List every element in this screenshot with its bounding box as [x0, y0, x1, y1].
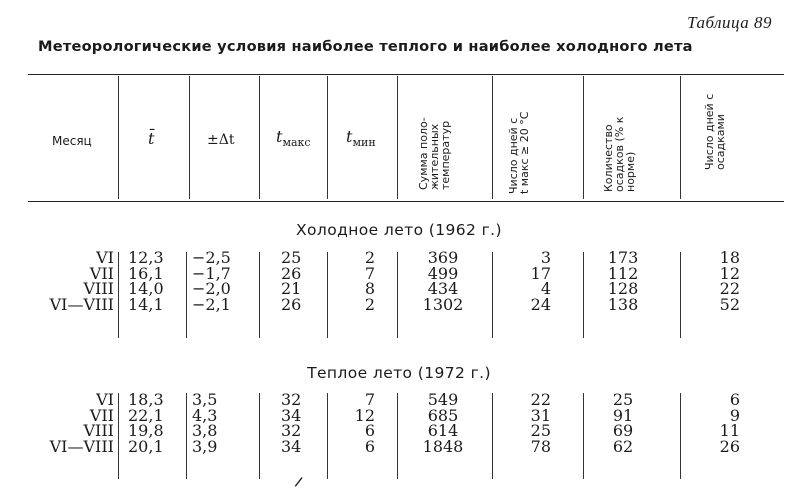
table-cell-tmax: 25 — [281, 248, 302, 267]
table-cell-d20: 22 — [530, 390, 551, 409]
table-cell-sum: 434 — [427, 279, 459, 298]
col-separator — [259, 252, 260, 338]
header-mean-temp: t̄ — [148, 129, 155, 148]
table-cell-d20: 31 — [530, 405, 551, 425]
section-label-warm: Теплое лето (1972 г.) — [307, 364, 491, 382]
col-separator — [118, 252, 119, 338]
col-separator — [189, 76, 190, 199]
col-separator — [583, 252, 584, 338]
table-cell-tmax: 26 — [281, 263, 302, 283]
col-separator — [259, 76, 260, 199]
col-separator — [327, 76, 328, 199]
table-cell-tmin: 7 — [364, 263, 375, 283]
table-cell-t: 20,1 — [128, 436, 164, 456]
table-cell-t: 14,1 — [128, 294, 164, 314]
header-top-rule — [28, 74, 784, 75]
table-cell-tmin: 7 — [364, 390, 375, 409]
col-separator — [492, 252, 493, 338]
header-days-precip: Число дней с осадками — [703, 93, 727, 170]
table-cell-month: VII — [89, 405, 114, 425]
table-cell-tmin: 6 — [364, 421, 375, 440]
col-separator — [118, 393, 119, 479]
table-cell-precip: 128 — [607, 279, 639, 298]
col-separator — [492, 76, 493, 199]
table-cell-dt: 4,3 — [192, 405, 218, 425]
table-cell-precip: 62 — [612, 436, 634, 456]
table-cell-tmin: 6 — [364, 436, 375, 456]
table-cell-tmax: 21 — [281, 279, 302, 298]
col-separator — [583, 76, 584, 199]
table-cell-dt: −2,0 — [192, 279, 231, 298]
table-cell-tmin: 12 — [354, 405, 375, 425]
col-separator — [492, 393, 493, 479]
table-cell-tmax: 32 — [281, 390, 302, 409]
table-cell-precip: 112 — [607, 263, 639, 283]
table-cell-dprec: 22 — [719, 279, 740, 298]
table-cell-dt: 3,8 — [192, 421, 218, 440]
table-cell-month: VII — [89, 263, 114, 283]
table-cell-d20: 24 — [530, 294, 551, 314]
table-cell-dprec: 26 — [719, 436, 740, 456]
header-month: Месяц — [52, 134, 92, 148]
table-cell-dprec: 18 — [719, 248, 740, 267]
table-cell-precip: 173 — [607, 248, 639, 267]
table-cell-tmin: 8 — [364, 279, 375, 298]
table-cell-t: 12,3 — [128, 248, 164, 267]
col-separator — [186, 252, 187, 338]
table-cell-month: VI — [96, 248, 114, 267]
table-cell-sum: 369 — [427, 248, 459, 267]
table-cell-dt: 3,9 — [192, 436, 218, 456]
table-cell-dprec: 6 — [729, 390, 740, 409]
table-cell-t: 14,0 — [128, 279, 164, 298]
table-number: Таблица 89 — [687, 13, 772, 32]
table-cell-sum: 549 — [427, 390, 459, 409]
col-separator — [327, 393, 328, 479]
col-separator — [680, 393, 681, 479]
header-tmax: $t_{макс}$ — [276, 127, 311, 150]
col-separator — [327, 252, 328, 338]
table-cell-tmax: 26 — [281, 294, 302, 314]
table-cell-dt: −2,1 — [192, 294, 231, 314]
table-cell-dprec: 52 — [719, 294, 740, 314]
header-bottom-rule — [28, 201, 784, 202]
table-cell-d20: 25 — [530, 421, 551, 440]
header-days-over-20: Число дней с t макс ≥ 20 °C — [507, 111, 531, 194]
col-separator — [118, 76, 119, 199]
table-cell-sum: 685 — [427, 405, 459, 425]
table-cell-dt: −1,7 — [192, 263, 231, 283]
col-separator — [583, 393, 584, 479]
table-cell-dt: 3,5 — [192, 390, 218, 409]
table-cell-d20: 4 — [540, 279, 551, 298]
col-separator — [397, 76, 398, 199]
table-cell-precip: 91 — [612, 405, 634, 425]
table-cell-dt: −2,5 — [192, 248, 231, 267]
table-cell-tmax: 34 — [281, 405, 302, 425]
table-cell-d20: 78 — [530, 436, 551, 456]
table-cell-t: 19,8 — [128, 421, 164, 440]
table-cell-sum: 614 — [427, 421, 459, 440]
table-cell-tmax: 32 — [281, 421, 302, 440]
table-cell-precip: 138 — [607, 294, 639, 314]
col-separator — [397, 252, 398, 338]
table-cell-dprec: 9 — [729, 405, 740, 425]
table-cell-sum: 1302 — [422, 294, 464, 314]
col-separator — [186, 393, 187, 479]
header-delta: ±Δt — [207, 132, 235, 148]
table-cell-t: 18,3 — [128, 390, 164, 409]
table-cell-month: VIII — [83, 421, 114, 440]
table-cell-d20: 3 — [540, 248, 551, 267]
table-cell-t: 16,1 — [128, 263, 164, 283]
col-separator — [680, 76, 681, 199]
table-cell-t: 22,1 — [128, 405, 164, 425]
header-precipitation: Количество осадков (% к норме) — [602, 116, 637, 192]
header-sum-positive: Сумма поло- жительных температур — [417, 117, 452, 190]
table-cell-month: VI—VIII — [49, 294, 114, 314]
table-cell-precip: 69 — [612, 421, 634, 440]
table-cell-d20: 17 — [530, 263, 551, 283]
stray-pen-mark: / — [293, 474, 304, 491]
col-separator — [259, 393, 260, 479]
table-cell-tmin: 2 — [364, 248, 375, 267]
table-cell-month: VI — [96, 390, 114, 409]
table-cell-month: VI—VIII — [49, 436, 114, 456]
col-separator — [397, 393, 398, 479]
table-cell-month: VIII — [83, 279, 114, 298]
table-cell-dprec: 12 — [719, 263, 740, 283]
table-cell-sum: 1848 — [422, 436, 464, 456]
table-cell-tmin: 2 — [364, 294, 375, 314]
table-cell-dprec: 11 — [719, 421, 740, 440]
table-cell-precip: 25 — [612, 390, 634, 409]
header-tmin: $t_{мин}$ — [346, 127, 376, 150]
section-label-cold: Холодное лето (1962 г.) — [296, 221, 502, 239]
table-cell-tmax: 34 — [281, 436, 302, 456]
table-cell-sum: 499 — [427, 263, 459, 283]
col-separator — [680, 252, 681, 338]
table-title: Метеорологические условия наиболее теплого и наиболее холодного лета — [38, 38, 693, 55]
